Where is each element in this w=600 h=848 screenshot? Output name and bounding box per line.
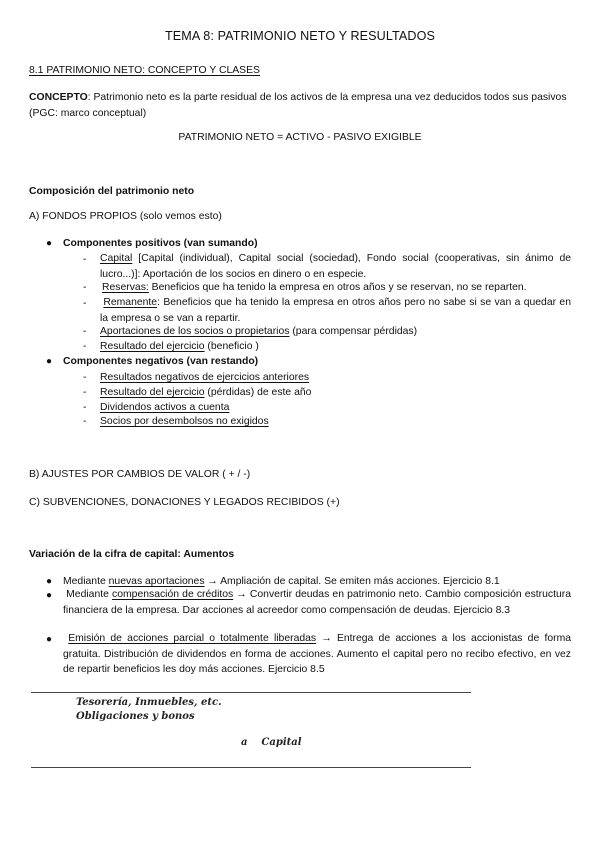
- list-item: [100, 402, 229, 413]
- dash-icon: -: [83, 372, 87, 383]
- item-text: → Ampliación de capital. Se emiten más acciones. Ejercicio 8.1: [204, 576, 500, 587]
- bullet-icon: ●: [46, 634, 53, 645]
- list-item: [63, 576, 500, 587]
- item-term: Aportaciones de los socios o propietarios: [100, 326, 290, 337]
- journal-bottom-rule: [31, 767, 471, 768]
- dash-icon: -: [83, 387, 87, 398]
- list-item: [63, 631, 571, 678]
- variacion-heading: Variación de la cifra de capital: Aumentos: [29, 549, 235, 560]
- item-text: Beneficios que ha tenido la empresa en otros años y se reservan, no se reparten.: [148, 282, 527, 293]
- item-text: → Convertir deudas en patrimonio neto. Cambio composición estructura financiera de la empresa. Dar acciones al acreedor como compensación de deudas. Ejercicio 8.3: [63, 589, 572, 616]
- bullet-icon: ●: [46, 238, 53, 249]
- journal-top-rule: [31, 692, 471, 693]
- item-term: Socios por desembolsos no exigidos: [100, 416, 269, 427]
- item-term: Resultado del ejercicio: [100, 341, 205, 352]
- item-text: → Entrega de acciones a los accionistas de forma gratuita. Distribución de dividendos en forma de acciones. Aumento el capital pero no recibo efectivo, en vez de repartir beneficios les doy más acciones. Ejercicio 8.5: [63, 633, 571, 675]
- concepto-paragraph: [29, 90, 574, 121]
- page-title: TEMA 8: PATRIMONIO NETO Y RESULTADOS: [165, 29, 435, 43]
- item-text: [Capital (individual), Capital social (sociedad), Fondo social (cooperativas, sin ánimo de lucro...)]: Aportación de los socios en dinero o en especie.: [100, 253, 571, 280]
- negativos-heading: Componentes negativos (van restando): [63, 356, 259, 367]
- list-item: [100, 372, 309, 383]
- dash-icon: -: [83, 402, 87, 413]
- dash-icon: -: [83, 298, 87, 309]
- dash-icon: -: [83, 282, 87, 293]
- bullet-icon: ●: [46, 356, 53, 367]
- dash-icon: -: [83, 416, 87, 427]
- item-term: Emisión de acciones parcial o totalmente liberadas: [68, 633, 317, 644]
- composicion-heading: Composición del patrimonio neto: [29, 186, 195, 197]
- list-item: [63, 587, 571, 618]
- journal-debit-line-2: Obligaciones y bonos: [76, 711, 195, 722]
- subvenciones-heading: C) SUBVENCIONES, DONACIONES Y LEGADOS RECIBIDOS (+): [29, 497, 340, 508]
- item-text: (pérdidas) de este año: [204, 387, 312, 398]
- item-term: Remanente: [103, 297, 158, 308]
- section-heading: 8.1 PATRIMONIO NETO: CONCEPTO Y CLASES: [29, 65, 260, 76]
- item-term: Reservas:: [102, 282, 149, 293]
- concepto-text: : Patrimonio neto es la parte residual de los activos de la empresa una vez deducidos todos sus pasivos (PGC: marco conceptual): [29, 92, 567, 119]
- dash-icon: -: [83, 326, 87, 337]
- dash-icon: -: [83, 254, 87, 265]
- formula: PATRIMONIO NETO = ACTIVO - PASIVO EXIGIBLE: [178, 132, 422, 143]
- item-term: compensación de créditos: [112, 589, 234, 600]
- concepto-label: CONCEPTO: [29, 92, 88, 103]
- item-prefix: Mediante: [63, 576, 109, 587]
- item-text: (beneficio ): [204, 341, 259, 352]
- bullet-icon: ●: [46, 590, 53, 601]
- item-term: Capital: [100, 253, 133, 264]
- list-item: [102, 282, 527, 293]
- item-term: Dividendos activos a cuenta: [100, 402, 230, 413]
- item-term: Resultados negativos de ejercicios anteriores: [100, 372, 310, 383]
- fondos-propios-heading: A) FONDOS PROPIOS (solo vemos esto): [29, 211, 222, 222]
- item-prefix: Mediante: [66, 589, 113, 600]
- item-term: nuevas aportaciones: [108, 576, 205, 587]
- item-text: : Beneficios que ha tenido la empresa en otros años pero no sabe si se van a quedar en la empresa o se van a repartir.: [100, 297, 571, 324]
- list-item: [100, 387, 311, 398]
- ajustes-heading: B) AJUSTES POR CAMBIOS DE VALOR ( + / -): [29, 469, 251, 480]
- item-text: (para compensar pérdidas): [289, 326, 418, 337]
- list-item: [100, 416, 269, 427]
- positivos-heading: Componentes positivos (van sumando): [63, 238, 258, 249]
- bullet-icon: ●: [46, 576, 53, 587]
- dash-icon: -: [83, 341, 87, 352]
- list-item: [100, 251, 571, 282]
- journal-debit-line-1: Tesorería, Inmuebles, etc.: [76, 697, 222, 708]
- list-item: [100, 326, 417, 337]
- item-term: Resultado del ejercicio: [100, 387, 205, 398]
- journal-credit-line: a Capital: [241, 737, 302, 748]
- list-item: [100, 341, 259, 352]
- list-item: [100, 295, 571, 326]
